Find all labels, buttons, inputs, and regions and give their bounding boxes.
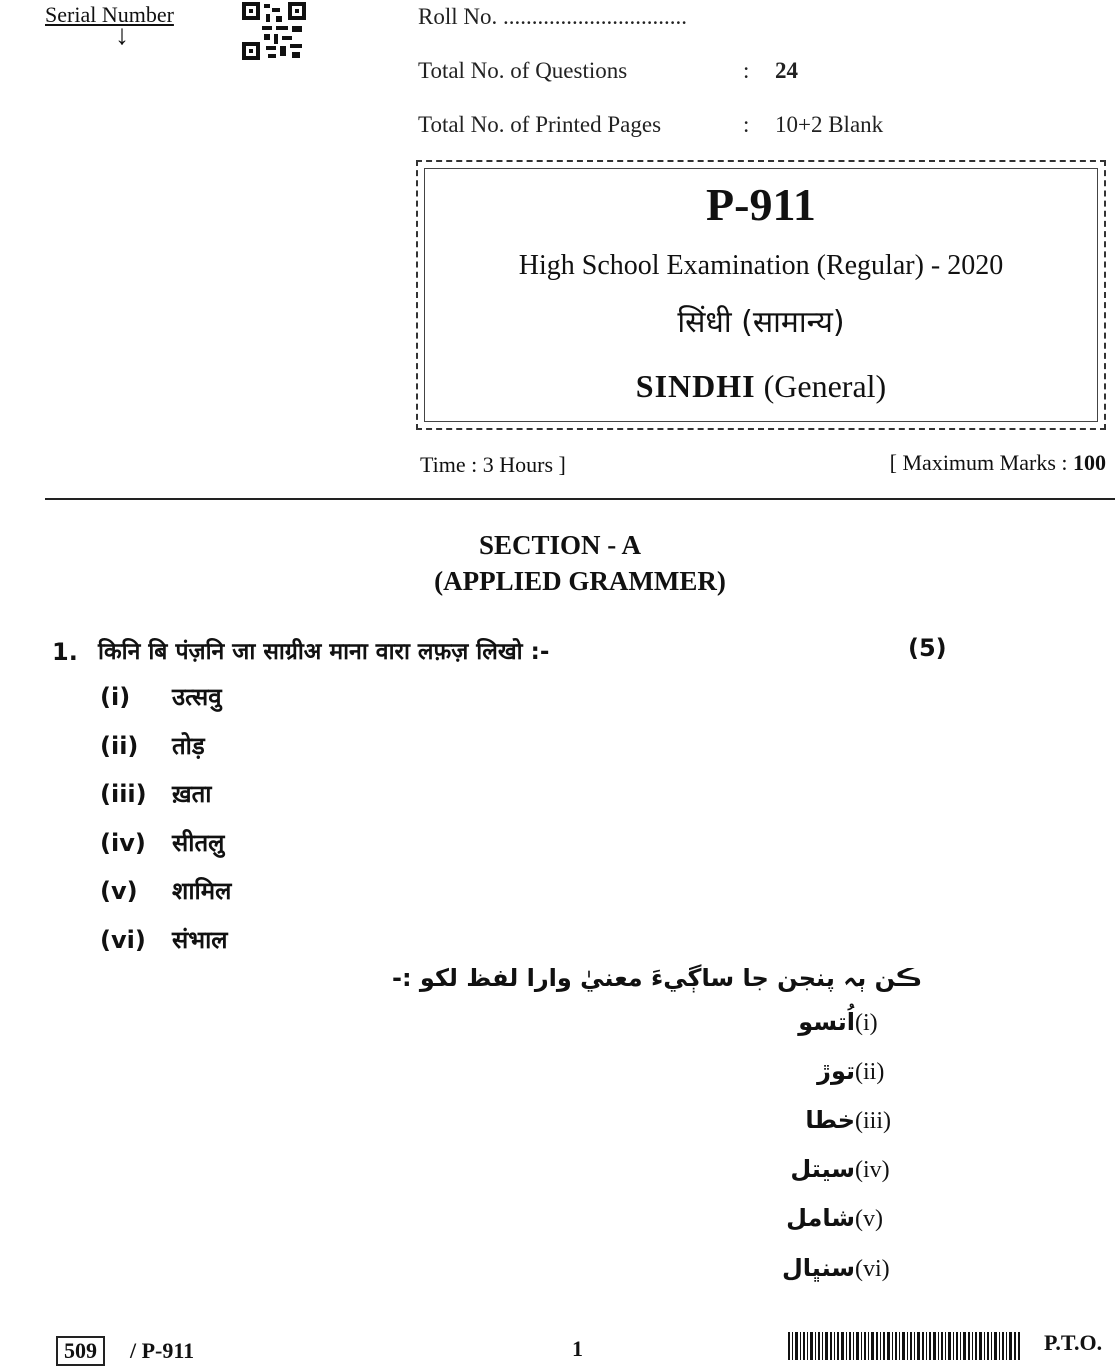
option-word: शामिल [172, 877, 232, 905]
sindhi-option-numeral: (iv) [855, 1157, 890, 1183]
option-item [100, 826, 224, 859]
subject-english-name: SINDHI [635, 368, 756, 404]
sindhi-option-numeral: (iii) [855, 1108, 891, 1134]
sindhi-option-item [774, 1204, 915, 1233]
option-numeral: (iii) [100, 780, 147, 808]
total-questions-separator: : [743, 58, 750, 83]
question-marks: (5) [908, 634, 947, 662]
option-word: संभाल [172, 926, 228, 954]
option-word: ख़ता [172, 780, 212, 808]
header-divider [45, 498, 1115, 500]
sindhi-option-numeral: (ii) [855, 1059, 885, 1085]
option-numeral: (i) [100, 683, 131, 711]
sindhi-instruction: ڪن ٻہ پنجن جا ساڳيءَ معنيٰ وارا لفظ لکو :- [391, 964, 922, 992]
sindhi-option-item [770, 1254, 915, 1283]
option-item [100, 680, 222, 713]
option-numeral: (ii) [100, 732, 139, 760]
subject-english [416, 368, 1106, 405]
printed-pages-value: 10+2 Blank [775, 112, 884, 137]
roll-number-field: Roll No. ................................ [418, 4, 687, 29]
time-duration: Time : 3 Hours ] [420, 452, 566, 477]
maximum-marks [890, 450, 1106, 476]
printed-pages-label: Total No. of Printed Pages [418, 112, 662, 137]
sindhi-option-item [786, 1008, 915, 1037]
option-item [100, 777, 212, 810]
total-questions-value: 24 [775, 58, 798, 83]
option-word: तोड़ [172, 732, 205, 760]
subject-english-type: (General) [763, 368, 887, 404]
sindhi-option-item [805, 1057, 915, 1086]
option-item [100, 729, 205, 762]
option-word: उत्सवु [172, 683, 222, 711]
sindhi-option-word: توڙ [817, 1057, 855, 1085]
sindhi-option-word: شامل [786, 1204, 855, 1232]
please-turn-over: P.T.O. [1044, 1330, 1103, 1355]
option-numeral: (v) [100, 877, 138, 905]
printed-pages-separator: : [743, 112, 750, 137]
qr-code-icon [242, 2, 306, 60]
option-numeral: (vi) [100, 926, 146, 954]
sindhi-option-word: سيتل [790, 1155, 855, 1183]
arrow-down-icon: ↓ [115, 20, 129, 51]
serial-number-label: Serial Number [45, 2, 174, 27]
option-item [100, 923, 228, 956]
footer-paper-code: / P-911 [130, 1338, 195, 1363]
total-questions-line [418, 58, 798, 84]
maximum-marks-value: 100 [1073, 450, 1106, 475]
option-word: सीतलु [172, 829, 225, 857]
barcode-icon [788, 1332, 1020, 1360]
paper-code: P-911 [706, 179, 816, 230]
exam-title: High School Examination (Regular) - 2020 [518, 250, 1004, 281]
section-title: SECTION - A [478, 530, 642, 560]
sindhi-option-item [793, 1106, 915, 1135]
printed-pages-line [418, 112, 883, 138]
sindhi-option-word: اُتسو [798, 1008, 855, 1036]
option-numeral: (iv) [100, 829, 146, 857]
subject-hindi: सिंधी (सामान्य) [677, 305, 845, 340]
sindhi-option-item [778, 1155, 915, 1184]
section-subtitle: (APPLIED GRAMMER) [434, 566, 726, 596]
sindhi-option-numeral: (vi) [855, 1256, 890, 1282]
question-number: 1. [52, 638, 78, 666]
question-text: किनि बि पंज़नि जा साग्रीअ माना वारा लफ़ज़ लिखो :- [98, 639, 550, 665]
sindhi-option-numeral: (v) [855, 1206, 883, 1232]
option-item [100, 874, 231, 907]
sindhi-option-word: سنڀال [781, 1254, 855, 1282]
footer-code: 509 [56, 1336, 105, 1366]
total-questions-label: Total No. of Questions [418, 58, 628, 83]
maximum-marks-label: [ Maximum Marks : [889, 450, 1068, 475]
sindhi-option-numeral: (i) [855, 1010, 878, 1036]
page-number: 1 [572, 1336, 583, 1361]
sindhi-option-word: خطا [805, 1106, 855, 1134]
